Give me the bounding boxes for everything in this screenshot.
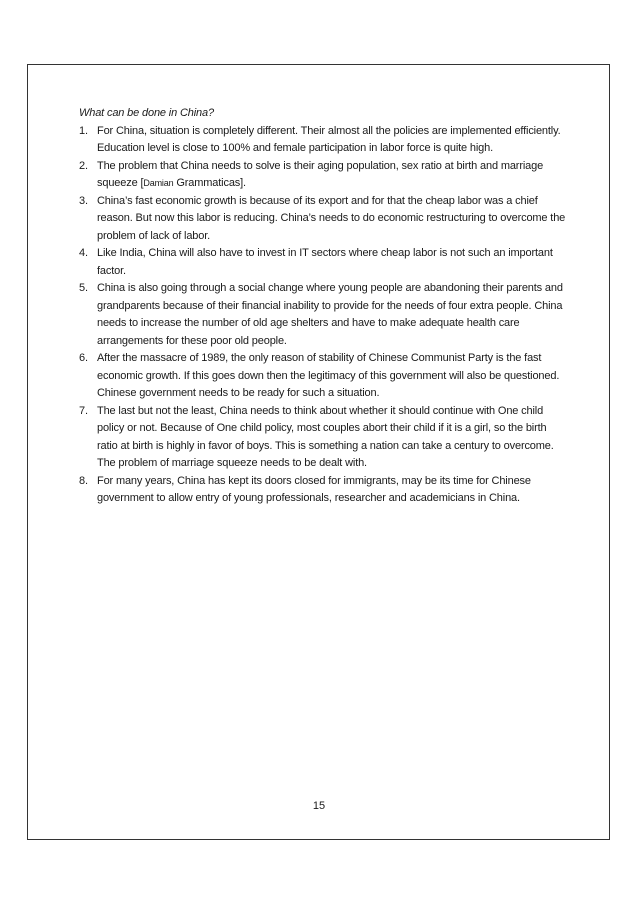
list-item-number: 7. (79, 404, 88, 417)
list-item (79, 280, 569, 350)
section-heading: What can be done in China? (79, 107, 214, 119)
list-item-text: China’s fast economic growth is because of its export and for that the cheap labor was a chief reason. But now this labor is reducing. China’s needs to do economic restructuring to overcome the problem of lack of labor. (97, 194, 566, 242)
list-item (79, 158, 569, 193)
list-item-text: For China, situation is completely different. Their almost all the policies are implemented efficiently. Education level is close to 100% and female participation in labor force is quite high. (97, 124, 561, 154)
list-item-text: China is also going through a social change where young people are abandoning their parents and grandparents because of their financial inability to provide for the needs of four extra people. China needs to increase the number of old age shelters and have to make adequate health care arrangements for these poor old people. (97, 282, 563, 347)
list-item-number: 4. (79, 247, 88, 259)
document-body (79, 105, 569, 508)
list-item (79, 403, 569, 473)
list-item-text: After the massacre of 1989, the only reason of stability of Chinese Communist Party is the fast economic growth. If this goes down then the legitimacy of this government will also be questioned. Chinese government needs to be ready for such a situation. (97, 352, 560, 399)
numbered-list (79, 123, 569, 508)
list-item-text (97, 160, 543, 190)
list-item-number: 5. (79, 282, 88, 294)
list-item (79, 193, 569, 246)
list-item-text-before: The problem that China needs to solve is their aging population, sex ratio at birth and marriage squeeze [ (97, 159, 544, 189)
list-item-number: 1. (79, 124, 88, 137)
list-item (79, 350, 569, 403)
list-item (79, 245, 569, 280)
list-item-number: 3. (79, 194, 88, 207)
list-item-number: 6. (79, 352, 88, 364)
list-item (79, 473, 569, 508)
list-item-number: 2. (79, 159, 88, 172)
list-item-text-after: Grammaticas]. (173, 177, 246, 189)
list-item (79, 123, 569, 158)
list-item-number: 8. (79, 474, 88, 487)
list-item-text: For many years, China has kept its doors closed for immigrants, may be its time for Chinese government to allow entry of young professionals, researcher and academicians in China. (97, 474, 531, 504)
list-item-text: The last but not the least, China needs to think about whether it should continue with One child policy or not. Because of One child policy, most couples abort their child if it is a girl, so the birth ratio at birth is highly in favor of boys. This is something a nation can take a century to overcome. The problem of marriage squeeze needs to be dealt with. (97, 404, 554, 469)
list-item-text: Like India, China will also have to invest in IT sectors where cheap labor is not such an important factor. (97, 247, 553, 277)
page-number: 15 (312, 800, 326, 812)
citation-author: Damian (143, 178, 174, 188)
